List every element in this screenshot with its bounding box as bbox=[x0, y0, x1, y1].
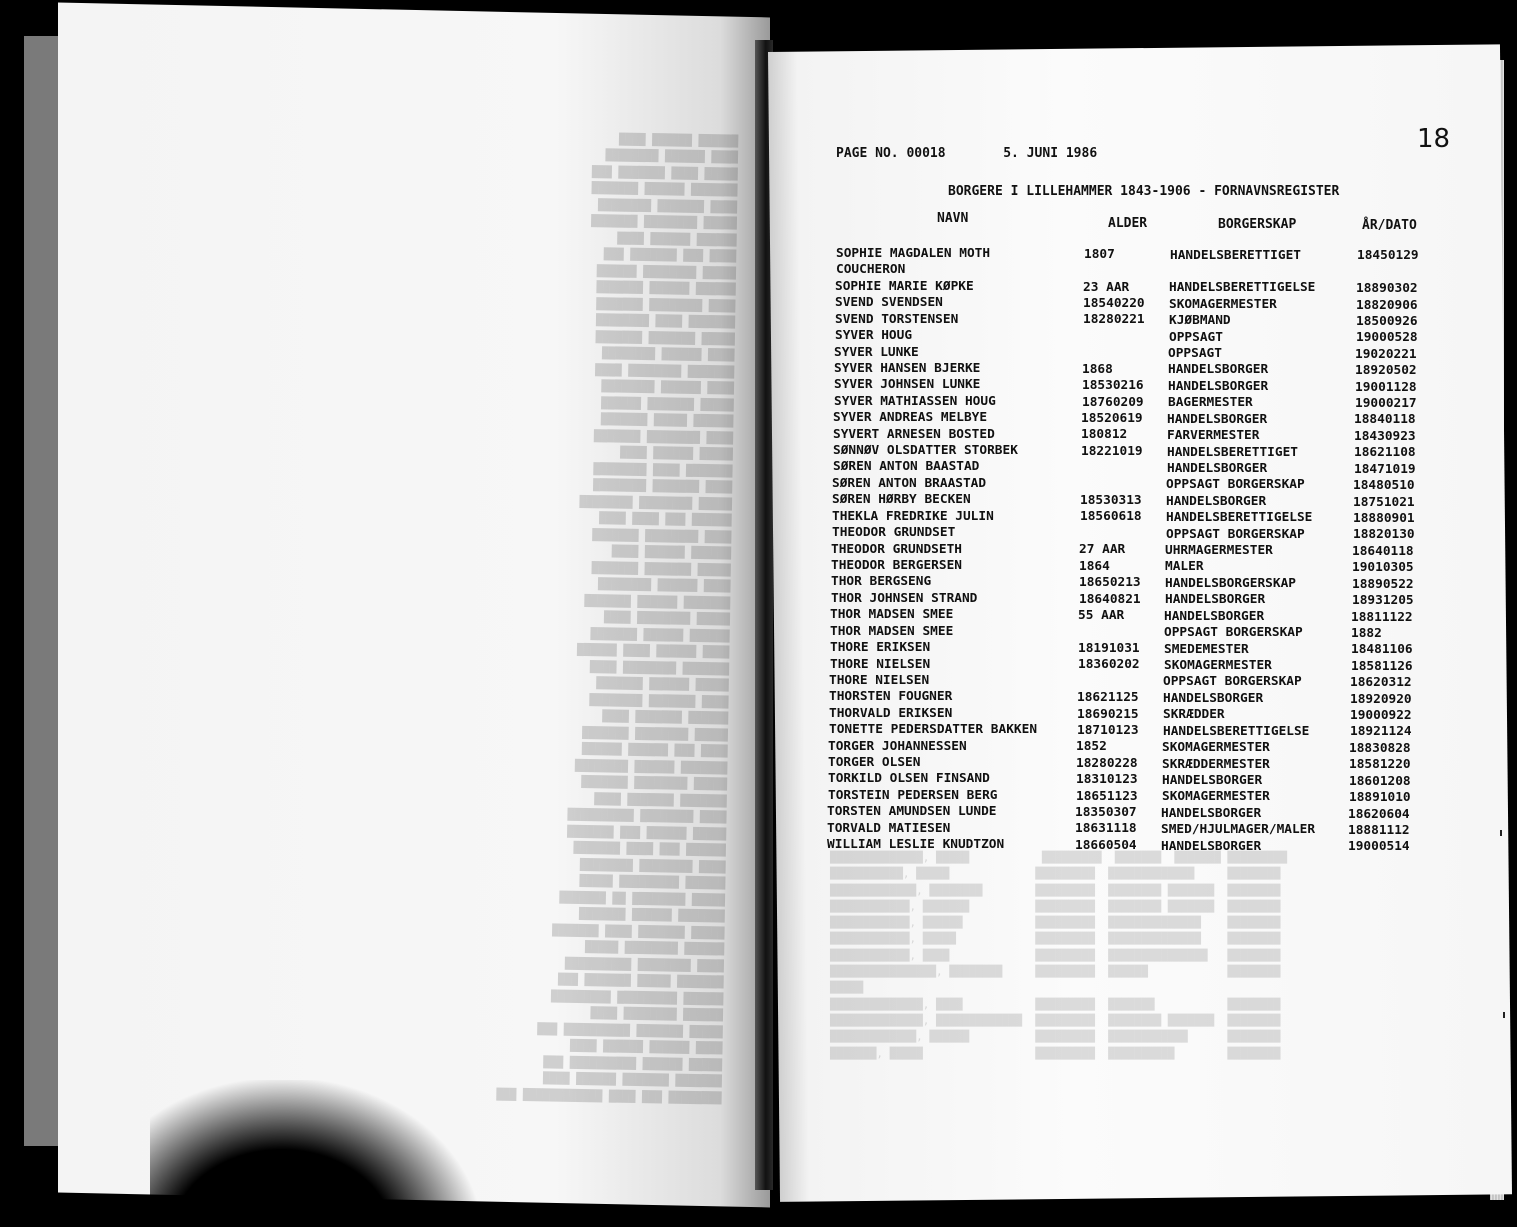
cell-name: THORE NIELSEN bbox=[830, 656, 931, 672]
page-number: 18 bbox=[1417, 124, 1451, 154]
margin-mark bbox=[1500, 830, 1502, 836]
page-date: 5. JUNI 1986 bbox=[1003, 146, 1098, 161]
cell-citizenship: HANDELSBORGER bbox=[1165, 592, 1266, 608]
cell-age: 18651123 bbox=[1076, 788, 1138, 804]
cell-age: 18310123 bbox=[1076, 772, 1138, 788]
cell-citizenship: KJØBMAND bbox=[1169, 313, 1231, 329]
cell-name: TORGER JOHANNESSEN bbox=[828, 738, 967, 754]
cell-name: SØREN ANTON BAASTAD bbox=[833, 459, 980, 475]
left-page-showthrough: ████████ ███ ████ ████████████ ███ ███████ ███████ ██████ ████ █████ ██████ ██████████ ███ ████ ██████ ██████ ████ █████ ███████ ██████████ ███ ██████ ████████ ████ ██████ █████████ █████████ ███████ █████ ███████ ███ ████ ████████ ██████████ ██████ ████████ █████ █████ ███████ ████ ███████ ███████ ██████ ███████ █████ ████████ ██ ███████ ██████ █████████ █████ ████ ████████ ████████ ██████ ███ ████ ███████ █████ ██████ ███ ███████ ████ ████████ ██████████ ███████ ███████ ████ █████ ████████ ███████ ███████ ██████ ████████ ████ ███ ██████ ██████ █████ ████████ ███████ ██████ ███████ ████ ████ ███████ ████████ █████ ██████ ███████ ███████ ████████ ████ ████ ██████ ████ ██████ ██████ ██████ ███████ █████ ████████ ████ ███████ ██████ ███████ ████ ██████ ████████ █████ ███████ ███████ ██████ ██████ ████ ████ ████████ ███████ ██████ ███ ████ ████ █████ ████████ ████████ ████ ███████ ████████ ███████ ████ ████████ █████ ██████ ████ ████ ████████ ███████ ██████ █████ ███████ █████ ███████ ██████ ████ ██████ ████████ ███████ ████████ ████ ████ ██████ ████████ █████ ███████ ███████ ███████ ████ ████████ ████ ████████ ███████ ██████ ██████ ███████ █████ ████████ ██████ ████ ███ ███████ ███ ██████ ██████ ████ █████ ████████ ███████ ████ ███████ ████████ ███████ ██████ ███████ █████ ████ ███████ ███ ████ ██████ ████████ ██████ ██████ ████ bbox=[496, 132, 739, 1105]
cell-name: THORSTEN FOUGNER bbox=[829, 689, 953, 705]
cell-date: 18621108 bbox=[1354, 445, 1416, 461]
cell-name: SVEND SVENDSEN bbox=[835, 295, 943, 311]
cell-citizenship: HANDELSBORGER bbox=[1163, 690, 1264, 706]
cell-citizenship: SKOMAGERMESTER bbox=[1169, 296, 1277, 312]
cell-date: 18830828 bbox=[1349, 740, 1411, 756]
cell-name: SVEND TORSTENSEN bbox=[835, 311, 959, 327]
cell-age: 18621125 bbox=[1077, 690, 1139, 706]
cell-age: 18660504 bbox=[1075, 837, 1137, 853]
cell-name: SYVER MATHIASSEN HOUG bbox=[834, 393, 996, 409]
cell-citizenship: OPPSAGT bbox=[1169, 329, 1223, 345]
cell-date: 19000514 bbox=[1348, 839, 1410, 855]
cell-name: SØREN HØRBY BECKEN bbox=[832, 492, 971, 508]
cell-age: 18760209 bbox=[1082, 394, 1144, 410]
cell-date: 18581220 bbox=[1349, 757, 1411, 773]
cell-name: TORSTEIN PEDERSEN BERG bbox=[828, 787, 998, 803]
cell-date: 18430923 bbox=[1354, 428, 1416, 444]
cell-age: 18360202 bbox=[1078, 657, 1140, 673]
cell-name: SYVER JOHNSEN LUNKE bbox=[834, 377, 981, 393]
cell-citizenship: HANDELSBORGER bbox=[1167, 411, 1268, 427]
column-header-age: ALDER bbox=[1108, 216, 1148, 231]
cell-citizenship: HANDELSBERETTIGELSE bbox=[1163, 723, 1310, 739]
cell-date: 18840118 bbox=[1354, 412, 1416, 428]
cell-citizenship: OPPSAGT BORGERSKAP bbox=[1166, 477, 1305, 493]
cell-date: 18820906 bbox=[1356, 297, 1418, 313]
cell-date: 19001128 bbox=[1355, 379, 1417, 395]
cell-citizenship: MALER bbox=[1165, 559, 1204, 575]
cell-citizenship: UHRMAGERMESTER bbox=[1165, 543, 1273, 559]
cell-citizenship: HANDELSBORGER bbox=[1164, 608, 1265, 624]
cell-citizenship: HANDELSBERETTIGELSE bbox=[1166, 510, 1313, 526]
cell-age: 180812 bbox=[1081, 427, 1128, 443]
cell-age: 18520619 bbox=[1081, 410, 1143, 426]
cell-date: 18480510 bbox=[1353, 478, 1415, 494]
cell-age: 18560618 bbox=[1080, 509, 1142, 525]
cell-name: THOR MADSEN SMEE bbox=[830, 607, 954, 623]
cell-citizenship: HANDELSBERETTIGET bbox=[1170, 247, 1301, 263]
cell-citizenship: SKOMAGERMESTER bbox=[1164, 658, 1272, 674]
cell-date: 18620312 bbox=[1350, 675, 1412, 691]
cell-date: 18921124 bbox=[1350, 724, 1412, 740]
cell-date: 18920920 bbox=[1350, 691, 1412, 707]
cell-name: THORE ERIKSEN bbox=[830, 640, 931, 656]
cell-date: 18751021 bbox=[1353, 494, 1415, 510]
cell-age: 1807 bbox=[1084, 246, 1115, 262]
cell-citizenship: HANDELSBORGER bbox=[1161, 805, 1262, 821]
cell-date: 18820130 bbox=[1353, 527, 1415, 543]
cell-date: 19000922 bbox=[1350, 708, 1412, 724]
cell-name: THEODOR GRUNDSET bbox=[832, 525, 956, 541]
cell-age: 18650213 bbox=[1079, 575, 1141, 591]
cell-citizenship: HANDELSBERETTIGET bbox=[1167, 444, 1298, 460]
register-title: BORGERE I LILLEHAMMER 1843-1906 - FORNAVNSREGISTER bbox=[948, 184, 1340, 199]
cell-name: SOPHIE MARIE KØPKE bbox=[835, 278, 974, 294]
cell-citizenship: BAGERMESTER bbox=[1168, 395, 1253, 411]
cell-citizenship: SKRÆDDER bbox=[1163, 707, 1225, 723]
cell-citizenship: HANDELSBERETTIGELSE bbox=[1169, 280, 1316, 296]
cell-name: TONETTE PEDERSDATTER BAKKEN bbox=[829, 722, 1038, 738]
cell-citizenship: HANDELSBORGER bbox=[1168, 378, 1269, 394]
cell-date: 19000528 bbox=[1356, 330, 1418, 346]
column-header-date: ÅR/DATO bbox=[1362, 218, 1417, 233]
cell-name: SYVER ANDREAS MELBYE bbox=[833, 410, 988, 426]
cell-citizenship: SKOMAGERMESTER bbox=[1162, 789, 1270, 805]
column-header-name: NAVN bbox=[937, 211, 969, 226]
cell-citizenship: SMEDEMESTER bbox=[1164, 641, 1249, 657]
cell-date: 1882 bbox=[1351, 625, 1382, 641]
cell-date: 18640118 bbox=[1352, 543, 1414, 559]
cell-citizenship: HANDELSBORGERSKAP bbox=[1165, 575, 1296, 591]
cell-date: 19020221 bbox=[1355, 346, 1417, 362]
cell-age: 18350307 bbox=[1075, 805, 1137, 821]
cell-age: 18530313 bbox=[1080, 493, 1142, 509]
cell-age: 27 AAR bbox=[1079, 542, 1126, 558]
cell-name: THEKLA FREDRIKE JULIN bbox=[832, 508, 994, 524]
cell-name: TORGER OLSEN bbox=[828, 755, 921, 771]
page-label: PAGE NO. 00018 bbox=[836, 146, 946, 161]
cell-age: 55 AAR bbox=[1078, 607, 1125, 623]
cell-age: 18191031 bbox=[1078, 640, 1140, 656]
margin-mark bbox=[1503, 1012, 1505, 1018]
column-header-citizenship: BORGERSKAP bbox=[1218, 217, 1297, 232]
cell-citizenship: HANDELSBORGER bbox=[1167, 460, 1268, 476]
cell-age: 18690215 bbox=[1077, 706, 1139, 722]
cell-name: TORVALD MATIESEN bbox=[827, 820, 951, 836]
cell-age: 18221019 bbox=[1081, 443, 1143, 459]
cell-date: 19000217 bbox=[1355, 396, 1417, 412]
cell-date: 18811122 bbox=[1351, 609, 1413, 625]
cell-age: 1868 bbox=[1082, 361, 1113, 377]
cell-citizenship: OPPSAGT BORGERSKAP bbox=[1166, 526, 1305, 542]
cell-age: 18640821 bbox=[1079, 591, 1141, 607]
cell-name: SOPHIE MAGDALEN MOTH bbox=[836, 246, 991, 261]
cell-name: SYVER LUNKE bbox=[834, 344, 919, 360]
cell-name: SØNNØV OLSDATTER STORBEK bbox=[833, 443, 1018, 459]
cell-citizenship: OPPSAGT BORGERSKAP bbox=[1163, 674, 1302, 690]
cell-citizenship: OPPSAGT BORGERSKAP bbox=[1164, 625, 1303, 641]
cell-name: WILLIAM LESLIE KNUDTZON bbox=[827, 837, 1005, 853]
cell-age: 1864 bbox=[1079, 558, 1110, 574]
cell-citizenship: HANDELSBORGER bbox=[1166, 493, 1267, 509]
cell-date: 18891010 bbox=[1349, 790, 1411, 806]
cell-date: 18880901 bbox=[1353, 511, 1415, 526]
cell-date: 18471019 bbox=[1354, 461, 1416, 477]
cell-date: 18581126 bbox=[1351, 658, 1413, 674]
cell-date: 18920502 bbox=[1355, 363, 1417, 379]
cell-date: 19010305 bbox=[1352, 560, 1414, 576]
cell-citizenship: HANDELSBORGER bbox=[1168, 362, 1269, 378]
cell-age: 23 AAR bbox=[1083, 279, 1130, 295]
cell-name: THEODOR BERGERSEN bbox=[831, 557, 962, 573]
cell-citizenship: OPPSAGT bbox=[1168, 346, 1222, 362]
cell-date: 18931205 bbox=[1352, 593, 1414, 609]
cell-name: THORVALD ERIKSEN bbox=[829, 705, 953, 721]
cell-name: THEODOR GRUNDSETH bbox=[831, 541, 962, 557]
cell-name: THOR BERGSENG bbox=[831, 574, 932, 590]
cell-date: 18620604 bbox=[1348, 806, 1410, 822]
cell-citizenship: SKRÆDDERMESTER bbox=[1162, 756, 1270, 772]
cell-citizenship: SKOMAGERMESTER bbox=[1162, 740, 1270, 756]
cell-name: SYVER HOUG bbox=[835, 328, 913, 344]
cell-date: 18500926 bbox=[1356, 313, 1418, 329]
right-page-showthrough: ██████████████, █████ █████████ ███████ ███████ █████████ ███████████, █████ █████████ █████████████ ████████ █████████████, ████████ █████████ ████████ ███████ ████████ ████████████, ███████ █████████ ████████ ███████ ████████ ████████████, ██████ █████████ ██████████████ ████████ ████████████, █████ █████████ ██████████████ ████████ ████████████, ████ █████████ ███████████████ ████████ ████████████████, ████████ █████████ ██████ ████████ █████ ██████████████, ████ █████████ ███████ ████████ ██████████████, █████████████ █████████ ████████ ███████ ████████ █████████████, ██████ █████████ ████████████ ████████ ███████, █████ █████████ ██████████ ████████ bbox=[830, 851, 1287, 1060]
cell-citizenship: HANDELSBORGER bbox=[1162, 772, 1263, 788]
cell-citizenship: HANDELSBORGER bbox=[1161, 838, 1262, 854]
cell-age: 1852 bbox=[1076, 739, 1107, 755]
cell-age: 18631118 bbox=[1075, 821, 1137, 837]
cell-age: 18540220 bbox=[1083, 296, 1145, 311]
cell-name: SYVERT ARNESEN BOSTED bbox=[833, 426, 995, 442]
cell-name: SØREN ANTON BRAASTAD bbox=[832, 475, 987, 491]
cell-name: COUCHERON bbox=[836, 262, 906, 278]
cell-name: THORE NIELSEN bbox=[829, 672, 930, 688]
cell-date: 18881112 bbox=[1348, 822, 1410, 838]
cell-date: 18601208 bbox=[1349, 773, 1411, 789]
cell-date: 18890302 bbox=[1356, 281, 1418, 297]
cell-age: 18280221 bbox=[1083, 312, 1145, 328]
cell-age: 18530216 bbox=[1082, 378, 1144, 394]
cell-age: 18280228 bbox=[1076, 755, 1138, 771]
cell-citizenship: SMED/HJULMAGER/MALER bbox=[1161, 822, 1316, 838]
cell-name: THOR JOHNSEN STRAND bbox=[831, 590, 978, 606]
cell-date: 18450129 bbox=[1357, 248, 1419, 264]
cell-name: THOR MADSEN SMEE bbox=[830, 623, 954, 639]
cell-date: 18481106 bbox=[1351, 642, 1413, 658]
cell-name: TORSTEN AMUNDSEN LUNDE bbox=[827, 804, 997, 820]
cell-date: 18890522 bbox=[1352, 576, 1414, 592]
cell-name: TORKILD OLSEN FINSAND bbox=[828, 771, 990, 787]
cell-citizenship: FARVERMESTER bbox=[1167, 428, 1260, 444]
cell-age: 18710123 bbox=[1077, 722, 1139, 738]
cell-name: SYVER HANSEN BJERKE bbox=[834, 360, 981, 376]
